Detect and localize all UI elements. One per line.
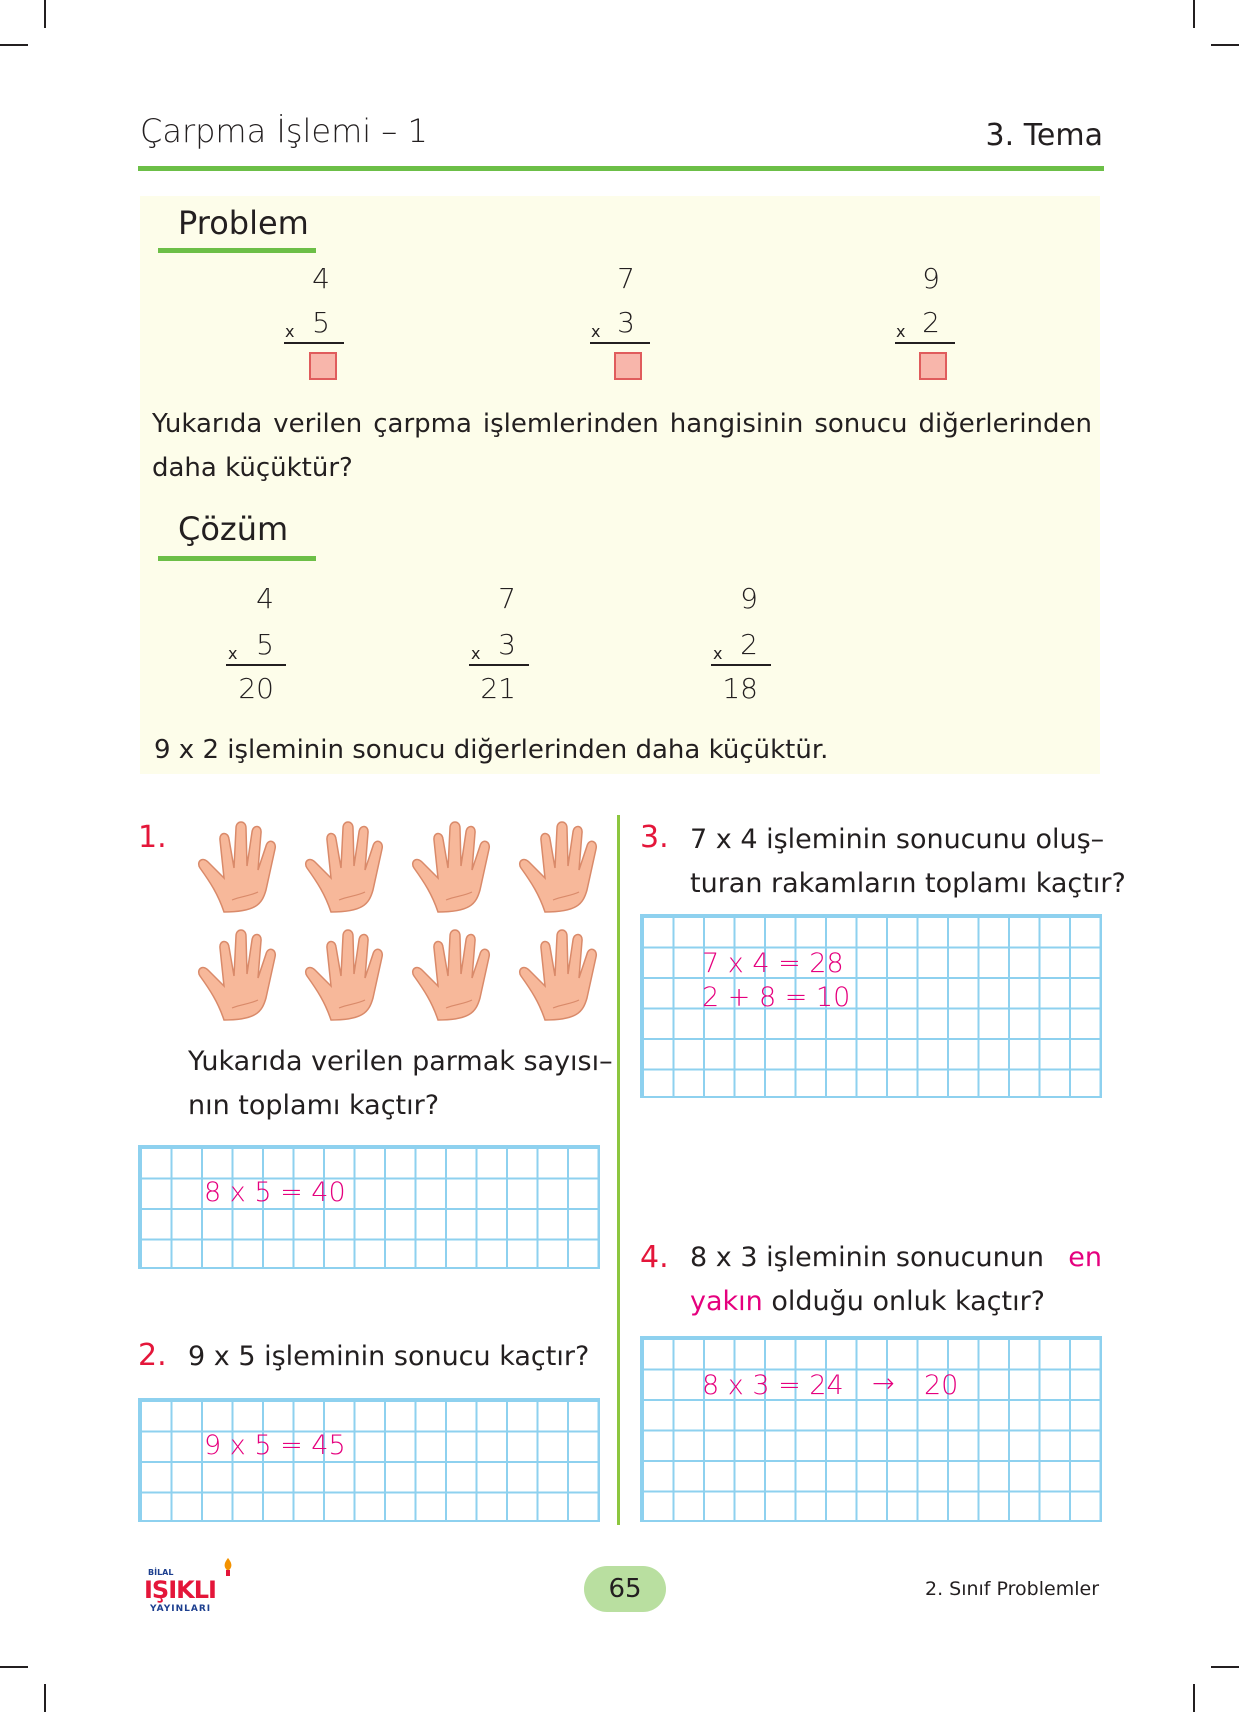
times-sign: x [896, 322, 906, 341]
crop-mark [1193, 0, 1195, 28]
answer-grid[interactable] [640, 1336, 1102, 1522]
question-text [188, 1040, 613, 1128]
answer-text: 7 x 4 = 28 [702, 948, 844, 979]
question-text-line [690, 1236, 1102, 1280]
answer-box [919, 352, 947, 380]
answer-box [309, 352, 337, 380]
operand-top: 4 [256, 582, 274, 615]
crop-mark [0, 1666, 28, 1668]
arrow-icon: → [872, 1368, 895, 1399]
crop-mark [1211, 1666, 1239, 1668]
hand-icon [511, 924, 607, 1024]
solution-label-rule [158, 556, 316, 561]
operand-bottom: 3 [617, 306, 635, 339]
question-number: 2. [138, 1338, 167, 1373]
crop-mark [44, 1684, 46, 1712]
question-text-line: 7 x 4 işleminin sonucunu oluş– [690, 824, 1105, 855]
answer-grid[interactable] [138, 1145, 600, 1269]
crop-mark [0, 44, 28, 46]
operand-top: 7 [617, 262, 635, 295]
problem-label-rule [158, 248, 316, 253]
operand-top: 9 [740, 582, 758, 615]
question-text-line: nın toplamı kaçtır? [188, 1090, 440, 1121]
answer-text: 9 x 5 = 45 [204, 1430, 346, 1461]
operand-top: 4 [312, 262, 330, 295]
question-text-line [690, 1280, 1102, 1324]
question-text: 9 x 5 işleminin sonucu kaçtır? [188, 1341, 590, 1372]
multiplication-line [895, 342, 955, 344]
operand-top: 9 [922, 262, 940, 295]
question-number: 4. [640, 1240, 669, 1275]
logo-sub-text: YAYINLARI [150, 1604, 212, 1614]
torch-icon [222, 1558, 234, 1576]
times-sign: x [591, 322, 601, 341]
operand-bottom: 2 [922, 306, 940, 339]
question-text-part: 8 x 3 işleminin sonucunun [690, 1242, 1044, 1273]
hand-icon [190, 924, 286, 1024]
times-sign: x [285, 322, 295, 341]
theme-label: 3. Tema [985, 118, 1103, 153]
crop-mark [1193, 1684, 1195, 1712]
answer-text: 8 x 5 = 40 [204, 1177, 346, 1208]
answer-box [614, 352, 642, 380]
question-number: 3. [640, 820, 669, 855]
multiplication-line [590, 342, 650, 344]
publisher-logo [144, 1558, 240, 1618]
highlight-text: yakın [690, 1286, 763, 1317]
logo-main-text: IŞIKLI [144, 1576, 216, 1604]
operation-result: 20 [238, 672, 274, 705]
operand-bottom: 2 [740, 628, 758, 661]
hand-icon [297, 816, 393, 916]
problem-question-line: daha küçüktür? [152, 453, 353, 483]
problem-question [152, 402, 1092, 490]
page-number: 65 [584, 1566, 666, 1612]
times-sign: x [228, 644, 238, 663]
hand-icon [190, 816, 286, 916]
hand-icon [404, 924, 500, 1024]
problem-label: Problem [178, 204, 309, 242]
question-text-line: turan rakamların toplamı kaçtır? [690, 868, 1126, 899]
column-divider [617, 815, 620, 1525]
answer-text: 8 x 3 = 24 [702, 1370, 844, 1401]
operation-result: 18 [722, 672, 758, 705]
header-rule [138, 166, 1104, 171]
operand-bottom: 3 [498, 628, 516, 661]
hand-icon [297, 924, 393, 1024]
book-title: 2. Sınıf Problemler [924, 1578, 1099, 1600]
crop-mark [1211, 44, 1239, 46]
answer-grid[interactable] [138, 1398, 600, 1522]
operand-bottom: 5 [256, 628, 274, 661]
question-text [690, 1236, 1102, 1324]
crop-mark [44, 0, 46, 28]
page-title: Çarpma İşlemi – 1 [140, 112, 428, 150]
solution-conclusion: 9 x 2 işleminin sonucu diğerlerinden daha küçüktür. [154, 735, 829, 765]
multiplication-line [226, 664, 286, 666]
solution-label: Çözüm [178, 510, 289, 548]
answer-text: 20 [924, 1370, 959, 1401]
operand-bottom: 5 [312, 306, 330, 339]
multiplication-line [284, 342, 344, 344]
hand-icon [404, 816, 500, 916]
operation-result: 21 [480, 672, 516, 705]
answer-text: 2 + 8 = 10 [702, 982, 851, 1013]
problem-question-line: Yukarıda verilen çarpma işlemlerinden hangisinin sonucu diğerlerinden [152, 409, 1092, 439]
question-number: 1. [138, 820, 167, 855]
logo-small-text: BİLAL [148, 1568, 174, 1577]
times-sign: x [713, 644, 723, 663]
hand-icon [511, 816, 607, 916]
multiplication-line [469, 664, 529, 666]
times-sign: x [471, 644, 481, 663]
multiplication-line [711, 664, 771, 666]
operand-top: 7 [498, 582, 516, 615]
question-text [690, 818, 1126, 906]
highlight-text: en [1068, 1242, 1102, 1273]
question-text-line: Yukarıda verilen parmak sayısı– [188, 1046, 613, 1077]
question-text-part: olduğu onluk kaçtır? [771, 1286, 1046, 1317]
answer-grid[interactable] [640, 914, 1102, 1098]
